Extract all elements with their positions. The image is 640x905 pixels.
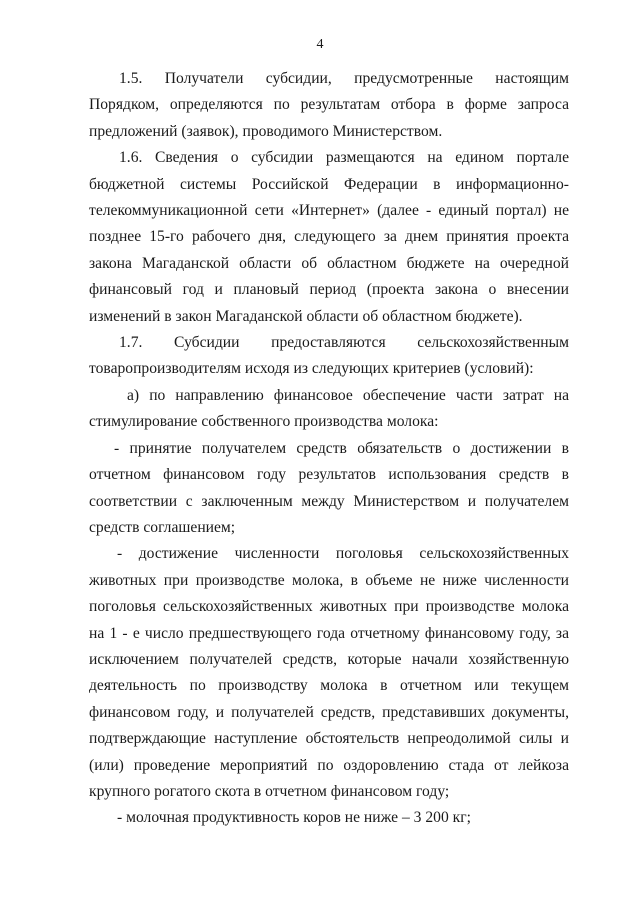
paragraph-1-5: 1.5. Получатели субсидии, предусмотренные настоящим Порядком, определяются по результатам отбора в форме запроса предложений (заявок), проводимого Министерством. xyxy=(89,70,569,140)
document-body xyxy=(89,66,569,832)
paragraph-item-a: а) по направлению финансовое обеспечение части затрат на стимулирование собственного производства молока: xyxy=(89,386,569,431)
paragraph-condition-obligations: - принятие получателем средств обязательств о достижении в отчетном финансовом году результатов использования средств в соответствии с заключенным между Министерством и получателем средств соглашением; xyxy=(89,439,569,536)
paragraph-1-7: 1.7. Субсидии предоставляются сельскохозяйственным товаропроизводителям исходя из следующих критериев (условий): xyxy=(89,334,569,378)
page-number: 4 xyxy=(316,37,324,52)
paragraph-1-6: 1.6. Сведения о субсидии размещаются на едином портале бюджетной системы Российской Федерации в информационно-телекоммуникационной сети «Интернет» (далее - единый портал) не позднее 15-го рабочего дня, следующего за днем принятия проекта закона Магаданской области об областном бюджете на очередной финансовый год и плановый период (проекта закона о внесении изменений в закон Магаданской области об областном бюджете). xyxy=(89,149,569,325)
paragraph-condition-livestock: - достижение численности поголовья сельскохозяйственных животных при производстве молока, в объеме не ниже численности поголовья сельскохозяйственных животных при производстве молока на 1 - е число предшествующего года отчетному финансовому году, за исключением получателей средств, которые начали хозяйственную деятельность по производству молока в отчетном или текущем финансовом году, и получателей средств, представивших документы, подтверждающие наступление обстоятельств непреодолимой силы и (или) проведение мероприятий по оздоровлению стада от лейкоза крупного рогатого скота в отчетном финансовом году; xyxy=(89,545,569,800)
paragraph-condition-productivity: - молочная продуктивность коров не ниже – 3 200 кг; xyxy=(117,809,471,827)
